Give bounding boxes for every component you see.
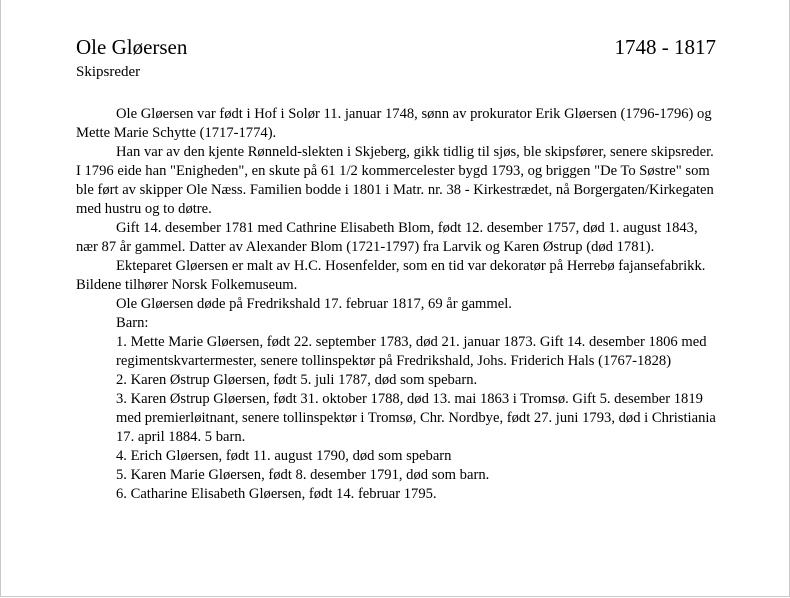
- biography-text: [76, 105, 716, 504]
- child-item: 6. Catharine Elisabeth Gløersen, født 14. februar 1795.: [116, 486, 437, 502]
- occupation: Skipsreder: [76, 64, 141, 80]
- child-item: 4. Erich Gløersen, født 11. august 1790, død som spebarn: [116, 448, 452, 464]
- document-header: [76, 32, 716, 62]
- child-item: 1. Mette Marie Gløersen, født 22. september 1783, død 21. januar 1873. Gift 14. desember 1806 med regimentskvartermester, senere tollinspektør på Fredrikshald, Johs. Friderich Hals (1767-1828): [116, 334, 707, 369]
- paragraph-death: Ole Gløersen døde på Fredrikshald 17. februar 1817, 69 år gammel.: [116, 296, 512, 312]
- paragraph-portraits: Ekteparet Gløersen er malt av H.C. Hosenfelder, som en tid var dekoratør på Herrebø fajansefabrikk. Bildene tilhører Norsk Folkemuseum.: [76, 258, 706, 293]
- child-item: 3. Karen Østrup Gløersen, født 31. oktober 1788, død 13. mai 1863 i Tromsø. Gift 5. desember 1819 med premierløitnant, senere tollinspektør i Tromsø, Chr. Nordbye, født 27. juni 1793, død i Christiania 17. april 1884. 5 barn.: [116, 391, 716, 445]
- child-item: 5. Karen Marie Gløersen, født 8. desember 1791, død som barn.: [116, 467, 490, 483]
- document: [76, 32, 716, 504]
- life-years: 1748 - 1817: [614, 35, 716, 59]
- paragraph-marriage: Gift 14. desember 1781 med Cathrine Elisabeth Blom, født 12. desember 1757, død 1. august 1843, nær 87 år gammel. Datter av Alexander Blom (1721-1797) fra Larvik og Karen Østrup (død 1781).: [76, 220, 698, 255]
- children-heading: Barn:: [116, 315, 149, 331]
- child-item: 2. Karen Østrup Gløersen, født 5. juli 1787, død som spebarn.: [116, 372, 478, 388]
- paragraph-career: Han var av den kjente Rønneld-slekten i Skjeberg, gikk tidlig til sjøs, ble skipsfører, senere skipsreder. I 1796 eide han "Enigheden", en skute på 61 1/2 kommercelester bygd 1793, og briggen "De To Søstre" som ble ført av skipper Ole Næss. Familien bodde i 1801 i Matr. nr. 38 - Kirkestrædet, nå Borgergaten/Kirkegaten med hustru og to døtre.: [76, 144, 714, 217]
- paragraph-birth: Ole Gløersen var født i Hof i Solør 11. januar 1748, sønn av prokurator Erik Gløersen (1796-1796) og Mette Marie Schytte (1717-1774).: [76, 106, 712, 141]
- person-name: Ole Gløersen: [76, 35, 188, 59]
